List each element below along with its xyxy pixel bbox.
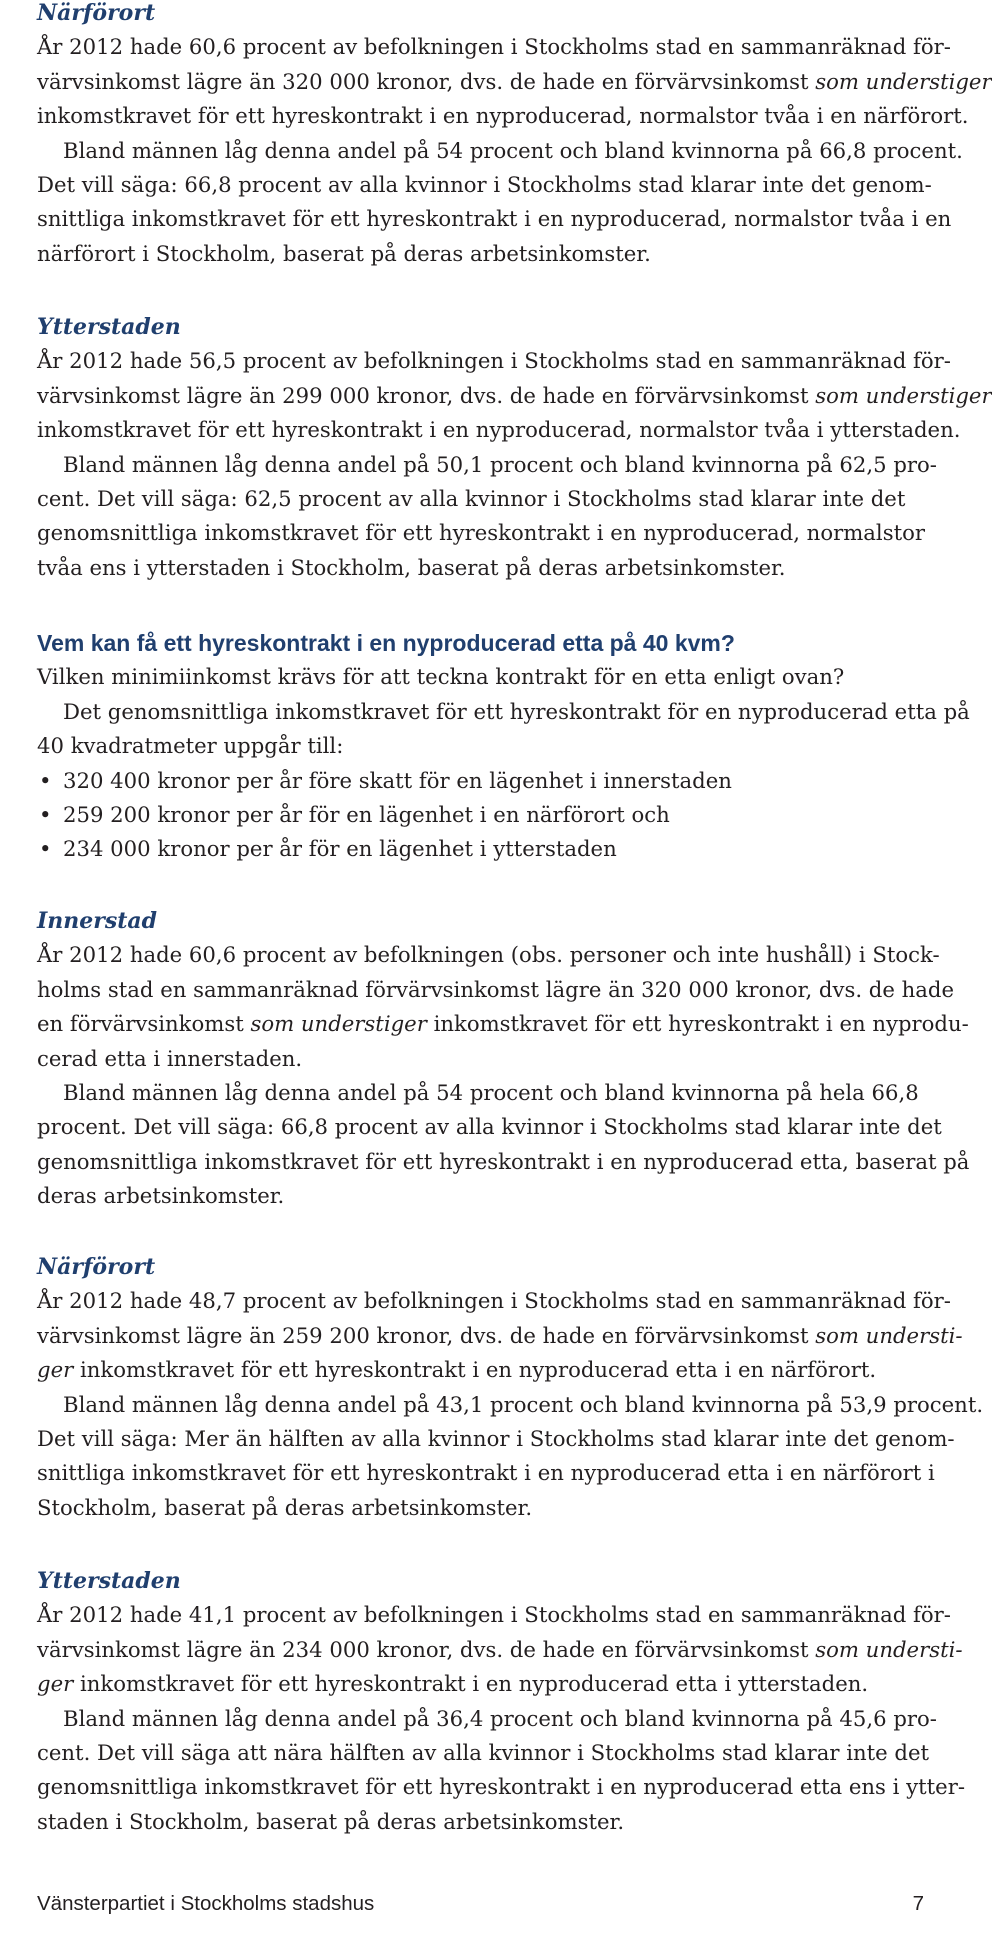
paragraph: Bland männen låg denna andel på 36,4 procent och bland kvinnorna på 45,6 pro- cent. Det vill säga att nära hälften av alla kvinnor i Stockholms stad klarar inte det genomsnittliga inkomstkravet för ett hyreskontrakt i en nyproducerad etta ens i ytter- staden i Stockholm, baserat på deras arbetsinkomster. — [37, 1705, 965, 1834]
section-heading-etta: Vem kan få ett hyreskontrakt i en nyproducerad etta på 40 kvm? — [37, 630, 735, 656]
paragraph: Bland männen låg denna andel på 43,1 procent och bland kvinnorna på 53,9 procent. Det vill säga: Mer än hälften av alla kvinnor i Stockholms stad klarar inte det genom- snittliga inkomstkravet för ett hyreskontrakt i en nyproducerad etta i en närförort i Stockholm, baserat på deras arbetsinkomster. — [37, 1391, 984, 1520]
paragraph: År 2012 hade 60,6 procent av befolkningen (obs. personer och inte hushåll) i Stock- holms stad en sammanräknad förvärvsinkomst lägre än 320 000 kronor, dvs. de hade en förvärvsinkomst som understiger inkomstkravet för ett hyreskontrakt i en nyprodu- cerad etta i innerstaden. — [37, 942, 969, 1071]
paragraph: År 2012 hade 48,7 procent av befolkningen i Stockholms stad en sammanräknad för- värvsinkomst lägre än 259 200 kronor, dvs. de hade en förvärvsinkomst som understi- ger inkomstkravet för ett hyreskontrakt i en nyproducerad etta i en närförort. — [37, 1288, 963, 1383]
section-heading-ytterstaden-tvaa: Ytterstaden — [37, 314, 181, 340]
section-heading-innerstad-etta: Innerstad — [37, 908, 158, 934]
footer-publisher: Vänsterpartiet i Stockholms stadshus — [37, 1892, 375, 1915]
section-heading-narfort-tvaa: Närförort — [37, 0, 156, 26]
list-item: • 234 000 kronor per år för en lägenhet i ytterstaden — [37, 832, 955, 866]
paragraph: Det genomsnittliga inkomstkravet för ett hyreskontrakt för en nyproducerad etta på 40 kvadratmeter uppgår till: — [37, 698, 970, 759]
section-heading-ytterstaden-etta: Ytterstaden — [37, 1568, 181, 1594]
paragraph: Bland männen låg denna andel på 50,1 procent och bland kvinnorna på 62,5 pro- cent. Det vill säga: 62,5 procent av alla kvinnor i Stockholms stad klarar inte det genomsnittliga inkomstkravet för ett hyreskontrakt i en nyproducerad, normalstor tvåa ens i ytterstaden i Stockholm, baserat på deras arbetsinkomster. — [37, 451, 937, 580]
income-requirement-list — [37, 764, 955, 867]
section-heading-narfort-etta: Närförort — [37, 1254, 156, 1280]
paragraph: Vilken minimiinkomst krävs för att teckna kontrakt för en etta enligt ovan? — [37, 664, 845, 690]
list-item: • 259 200 kronor per år för en lägenhet i en närförort och — [37, 798, 955, 832]
paragraph: Bland männen låg denna andel på 54 procent och bland kvinnorna på hela 66,8 procent. Det vill säga: 66,8 procent av alla kvinnor i Stockholms stad klarar inte det genomsnittliga inkomstkravet för ett hyreskontrakt i en nyproducerad etta, baserat på deras arbetsinkomster. — [37, 1080, 970, 1209]
paragraph: År 2012 hade 60,6 procent av befolkningen i Stockholms stad en sammanräknad för- värvsinkomst lägre än 320 000 kronor, dvs. de hade en förvärvsinkomst som understiger inkomstkravet för ett hyreskontrakt i en nyproducerad, normalstor tvåa i en närförort. — [37, 34, 992, 129]
paragraph: År 2012 hade 56,5 procent av befolkningen i Stockholms stad en sammanräknad för- värvsinkomst lägre än 299 000 kronor, dvs. de hade en förvärvsinkomst som understiger inkomstkravet för ett hyreskontrakt i en nyproducerad, normalstor tvåa i ytterstaden. — [37, 348, 992, 443]
paragraph: Bland männen låg denna andel på 54 procent och bland kvinnorna på 66,8 procent. Det vill säga: 66,8 procent av alla kvinnor i Stockholms stad klarar inte det genom- snittliga inkomstkravet för ett hyreskontrakt i en nyproducerad, normalstor tvåa i en närförort i Stockholm, baserat på deras arbetsinkomster. — [37, 137, 963, 266]
page-number: 7 — [912, 1892, 924, 1915]
list-item: • 320 400 kronor per år före skatt för en lägenhet i innerstaden — [37, 764, 955, 798]
paragraph: År 2012 hade 41,1 procent av befolkningen i Stockholms stad en sammanräknad för- värvsinkomst lägre än 234 000 kronor, dvs. de hade en förvärvsinkomst som understi- ger inkomstkravet för ett hyreskontrakt i en nyproducerad etta i ytterstaden. — [37, 1602, 963, 1697]
